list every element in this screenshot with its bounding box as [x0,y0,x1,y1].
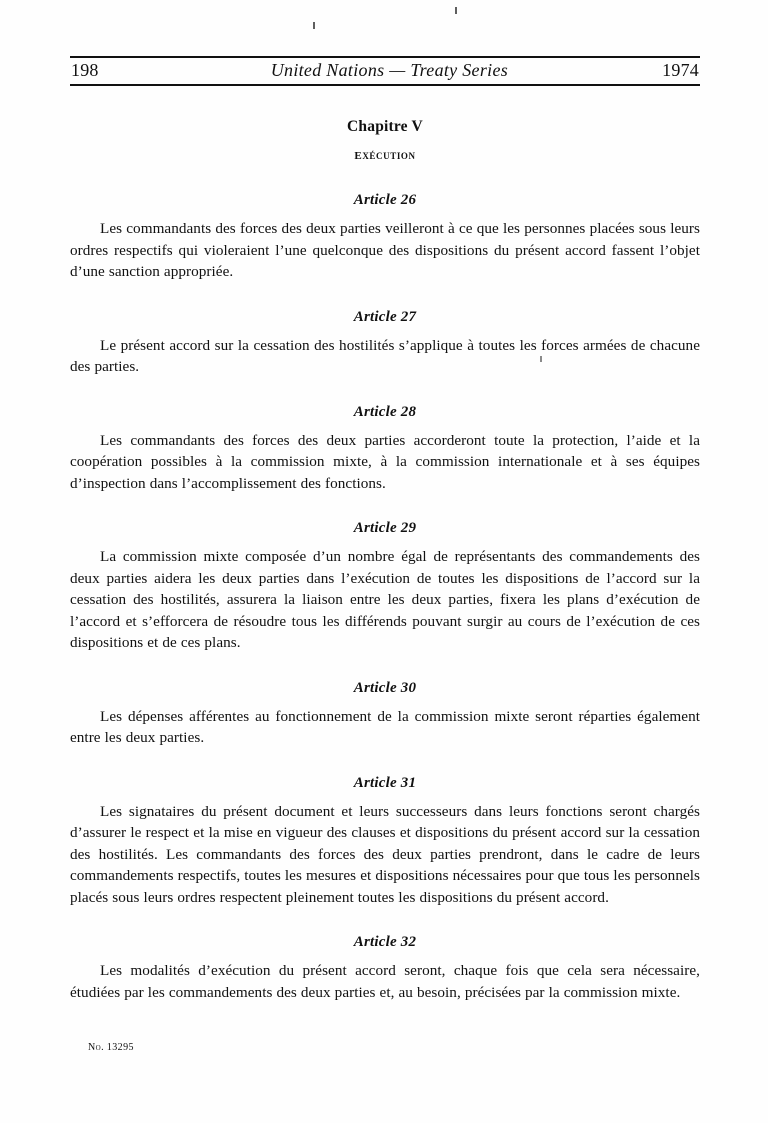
running-head [70,56,700,86]
scan-speck [455,7,457,14]
article-28 [70,404,700,495]
article-heading: Article 32 [353,934,417,950]
publication-title: United Nations — Treaty Series [270,60,509,80]
publication-year: 1974 [662,60,699,80]
chapter-title: Chapitre V [347,118,423,135]
page-number: 198 [71,60,99,80]
document-body [70,118,700,1027]
article-29 [70,520,700,654]
article-30 [70,680,700,749]
article-32 [70,934,700,1003]
article-paragraph: Les signataires du présent document et leurs successeurs dans leurs fonctions seront chargés d’assurer le respect et la mise en vigueur des clauses et dispositions du présent accord sur la cessation des hostilités. Les commandants des forces des deux parties prendront, dans le cadre de leurs commandements respectifs, toutes les mesures et dispositions nécessaires pour que tous les personnels placés sous leurs ordres respectent pleinement toutes les dispositions du présent accord. [70,802,700,906]
article-paragraph: Le présent accord sur la cessation des hostilités s’applique à toutes les forces armées de chacune des parties. [70,336,700,375]
treaty-number-footnote: No. 13295 [88,1042,134,1053]
article-heading: Article 29 [353,520,417,536]
header-rule-bottom [70,84,700,86]
article-paragraph: Les modalités d’exécution du présent accord seront, chaque fois que cela sera nécessaire, étudiées par les commandements des deux parties et, au besoin, précisées par la commission mixte. [70,962,700,1001]
article-31 [70,775,700,909]
article-heading: Article 28 [353,403,417,420]
section-title: exécution [354,146,416,163]
article-paragraph: Les commandants des forces des deux parties veilleront à ce que les personnes placées sous leurs ordres respectifs qui violeraient l’une quelconque des dispositions du présent accord fassent l’objet d’une sanction appropriée. [70,220,700,280]
article-heading: Article 26 [353,192,417,208]
article-paragraph: La commission mixte composée d’un nombre égal de représentants des commandements des deux parties aidera les deux parties dans l’exécution de toutes les dispositions de l’accord sur la cessation des hostilités, assurera la liaison entre les deux parties, fixera les plans d’exécution de l’accord et s’efforcera de résoudre tous les différends pouvant surgir au cours de l’exécution de ces dispositions et de ces plans. [70,548,700,651]
article-27 [70,309,700,378]
article-heading: Article 31 [353,774,417,791]
article-paragraph: Les dépenses afférentes au fonctionnement de la commission mixte seront réparties également entre les deux parties. [70,707,700,746]
article-26 [70,192,700,283]
article-heading: Article 30 [353,679,417,696]
article-heading: Article 27 [353,308,417,325]
header-row [70,58,700,84]
article-paragraph: Les commandants des forces des deux parties accorderont toute la protection, l’aide et la coopération possibles à la commission mixte, à la commission internationale et à ses équipes d’inspection dans l’accomplissement des fonctions. [70,431,700,492]
scan-speck [313,22,315,29]
